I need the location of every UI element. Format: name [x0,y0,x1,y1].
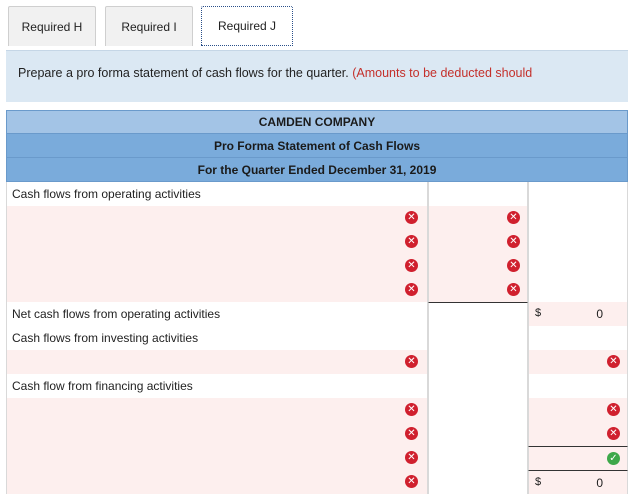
statement-period: For the Quarter Ended December 31, 2019 [6,158,628,182]
tab-required-i[interactable] [105,6,193,46]
amount-input[interactable] [528,446,628,470]
x-icon: ✕ [405,355,418,368]
account-input[interactable] [6,230,428,254]
x-icon: ✕ [507,283,520,296]
x-icon: ✕ [405,451,418,464]
amount-input[interactable] [428,230,528,254]
currency-symbol: $ [535,476,542,488]
x-icon: ✕ [607,403,620,416]
instruction-text: Prepare a pro forma statement of cash flows for the quarter. [18,66,349,80]
x-icon: ✕ [405,475,418,488]
amount-input[interactable] [528,422,628,446]
blank-cell [428,398,528,422]
cash-flow-statement [6,110,628,498]
x-icon: ✕ [405,403,418,416]
account-input[interactable] [6,470,428,494]
check-icon: ✓ [607,452,620,465]
blank-cell [428,182,528,206]
x-icon: ✕ [607,427,620,440]
blank-cell [528,254,628,278]
x-icon: ✕ [507,235,520,248]
statement-title: Pro Forma Statement of Cash Flows [6,134,628,158]
operating-input-row [6,278,628,302]
account-input[interactable] [6,278,428,302]
x-icon: ✕ [405,211,418,224]
operating-input-row [6,254,628,278]
financing-input-row [6,398,628,422]
account-input[interactable] [6,350,428,374]
blank-cell [528,326,628,350]
operating-input-row [6,206,628,230]
blank-cell [528,230,628,254]
x-icon: ✕ [507,259,520,272]
blank-cell [528,278,628,302]
blank-cell [428,326,528,350]
financing-input-row [6,470,628,494]
operating-label: Cash flows from operating activities [6,182,428,206]
company-name: CAMDEN COMPANY [6,110,628,134]
x-icon: ✕ [405,427,418,440]
blank-cell [428,446,528,470]
operating-input-row [6,230,628,254]
net-operating-label: Net cash flows from operating activities [6,302,428,326]
operating-header-row [6,182,628,206]
blank-cell [528,374,628,398]
blank-cell [428,422,528,446]
blank-cell [528,206,628,230]
blank-cell [428,350,528,374]
blank-cell [528,182,628,206]
tab-label: Required I [121,19,177,34]
instruction-bar [6,50,628,102]
investing-header-row [6,326,628,350]
blank-cell [428,302,528,326]
amount-input[interactable] [428,278,528,302]
account-input[interactable] [6,422,428,446]
financing-input-row [6,422,628,446]
net-operating-row [6,302,628,326]
tab-required-h[interactable] [8,6,96,46]
amount-input[interactable] [528,398,628,422]
blank-cell [428,470,528,494]
amount-input[interactable] [428,206,528,230]
account-input[interactable] [6,206,428,230]
investing-input-row [6,350,628,374]
amount-input[interactable] [528,350,628,374]
x-icon: ✕ [507,211,520,224]
net-operating-total[interactable] [528,302,628,326]
ending-value: 0 [596,476,603,490]
x-icon: ✕ [405,235,418,248]
account-input[interactable] [6,446,428,470]
net-operating-value: 0 [596,307,603,321]
financing-header-row [6,374,628,398]
instruction-note: (Amounts to be deducted should [352,66,533,80]
investing-label: Cash flows from investing activities [6,326,428,350]
currency-symbol: $ [535,307,542,319]
account-input[interactable] [6,398,428,422]
statement-body [6,182,628,498]
tab-label: Required H [21,19,83,34]
account-input[interactable] [6,254,428,278]
x-icon: ✕ [607,355,620,368]
amount-input[interactable] [428,254,528,278]
financing-input-row [6,446,628,470]
x-icon: ✕ [405,259,418,272]
x-icon: ✕ [405,283,418,296]
financing-label: Cash flow from financing activities [6,374,428,398]
tab-label: Required J [217,19,277,33]
ending-total[interactable] [528,470,628,494]
tab-required-j[interactable] [201,6,293,46]
blank-cell [428,374,528,398]
